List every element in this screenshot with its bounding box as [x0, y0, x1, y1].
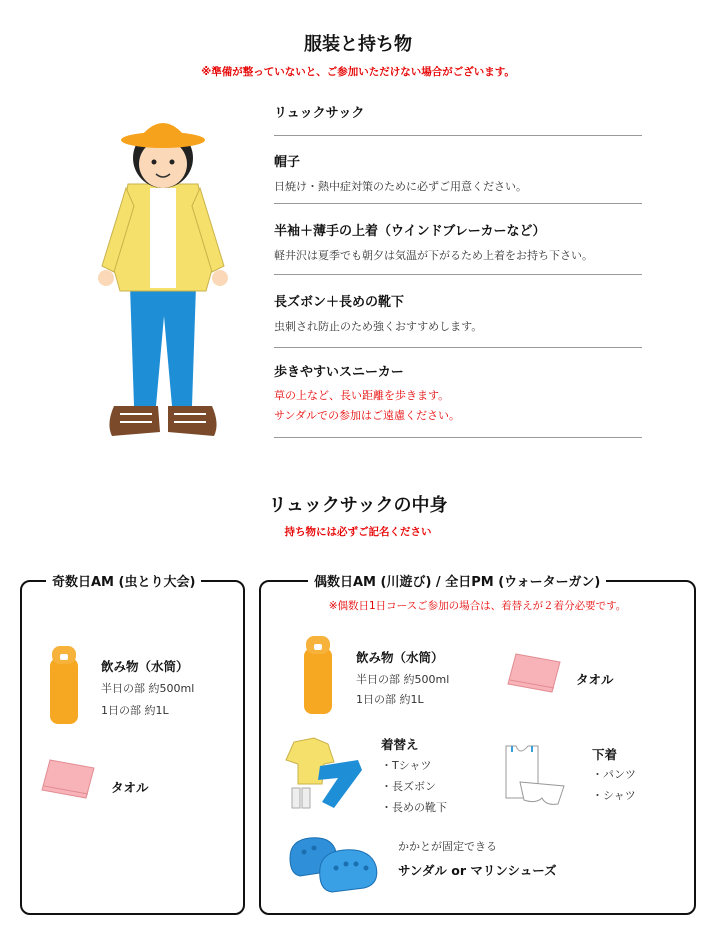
clothing-item-desc: 日焼け・熱中症対策のために必ずご用意ください。 — [274, 180, 527, 193]
divider — [274, 135, 642, 136]
clothing-item-pants — [274, 291, 642, 336]
clothing-title: 服装と持ち物 — [304, 34, 412, 55]
underwear-icon — [498, 742, 568, 812]
towel-icon — [40, 758, 96, 800]
sandal-icon — [286, 828, 382, 896]
divider — [274, 274, 642, 275]
change-clothes-icon — [284, 736, 364, 812]
change-item: ・長ズボン — [381, 780, 436, 793]
clothing-item-desc: サンダルでの参加はご遠慮ください。 — [274, 409, 461, 422]
clothing-item-sneakers — [274, 361, 642, 426]
clothing-item-desc: 虫刺され防止のため強くおすすめします。 — [274, 320, 483, 333]
backpack-note: 持ち物には必ずご記名ください — [284, 526, 432, 538]
clothing-item-title: 帽子 — [274, 155, 301, 170]
odd-drink-full: 1日の部 約1L — [101, 704, 169, 717]
clothing-item-title: リュックサック — [274, 106, 365, 121]
backpack-title: リュックサックの中身 — [268, 495, 448, 516]
even-drink-full: 1日の部 約1L — [356, 693, 424, 706]
clothing-item-desc: 草の上など、長い距離を歩きます。 — [274, 389, 450, 402]
clothing-item-backpack — [274, 102, 642, 121]
under-item: ・シャツ — [592, 789, 636, 802]
under-item: ・パンツ — [592, 768, 636, 781]
divider — [274, 437, 642, 438]
clothing-item-title: 歩きやすいスニーカー — [274, 365, 404, 380]
change-label: 着替え — [381, 737, 419, 752]
even-day-note: ※偶数日1日コースご参加の場合は、着替えが２着分必要です。 — [328, 600, 627, 612]
odd-day-title: 奇数日AM (虫とり大会) — [46, 571, 201, 590]
even-drink-label: 飲み物（水筒） — [356, 650, 444, 665]
clothing-item-hat — [274, 151, 642, 196]
clothing-item-title: 長ズボン＋長めの靴下 — [274, 295, 405, 310]
towel-icon — [506, 652, 562, 694]
divider — [274, 347, 642, 348]
change-item: ・Tシャツ — [381, 759, 432, 772]
sandal-label: サンダル or マリンシューズ — [398, 863, 557, 878]
clothing-warning: ※準備が整っていないと、ご参加いただけない場合がございます。 — [201, 66, 515, 78]
odd-drink-label: 飲み物（水筒） — [101, 659, 189, 674]
water-bottle-icon — [46, 644, 82, 726]
even-drink-half: 半日の部 約500ml — [356, 673, 450, 686]
clothing-item-desc: 軽井沢は夏季でも朝夕は気温が下がるため上着をお持ち下さい。 — [274, 249, 593, 262]
divider — [274, 203, 642, 204]
change-item: ・長めの靴下 — [381, 801, 447, 814]
odd-towel-label: タオル — [111, 780, 149, 795]
child-illustration-icon — [88, 106, 238, 446]
odd-day-box — [20, 580, 245, 915]
sandal-sub: かかとが固定できる — [398, 840, 497, 853]
even-towel-label: タオル — [576, 672, 614, 687]
water-bottle-icon — [300, 634, 336, 716]
odd-drink-half: 半日の部 約500ml — [101, 682, 195, 695]
clothing-item-shirt — [274, 220, 642, 265]
under-label: 下着 — [592, 747, 618, 762]
even-day-title: 偶数日AM (川遊び) / 全日PM (ウォーターガン) — [308, 571, 606, 590]
clothing-item-title: 半袖＋薄手の上着（ウインドブレーカーなど） — [274, 224, 546, 239]
